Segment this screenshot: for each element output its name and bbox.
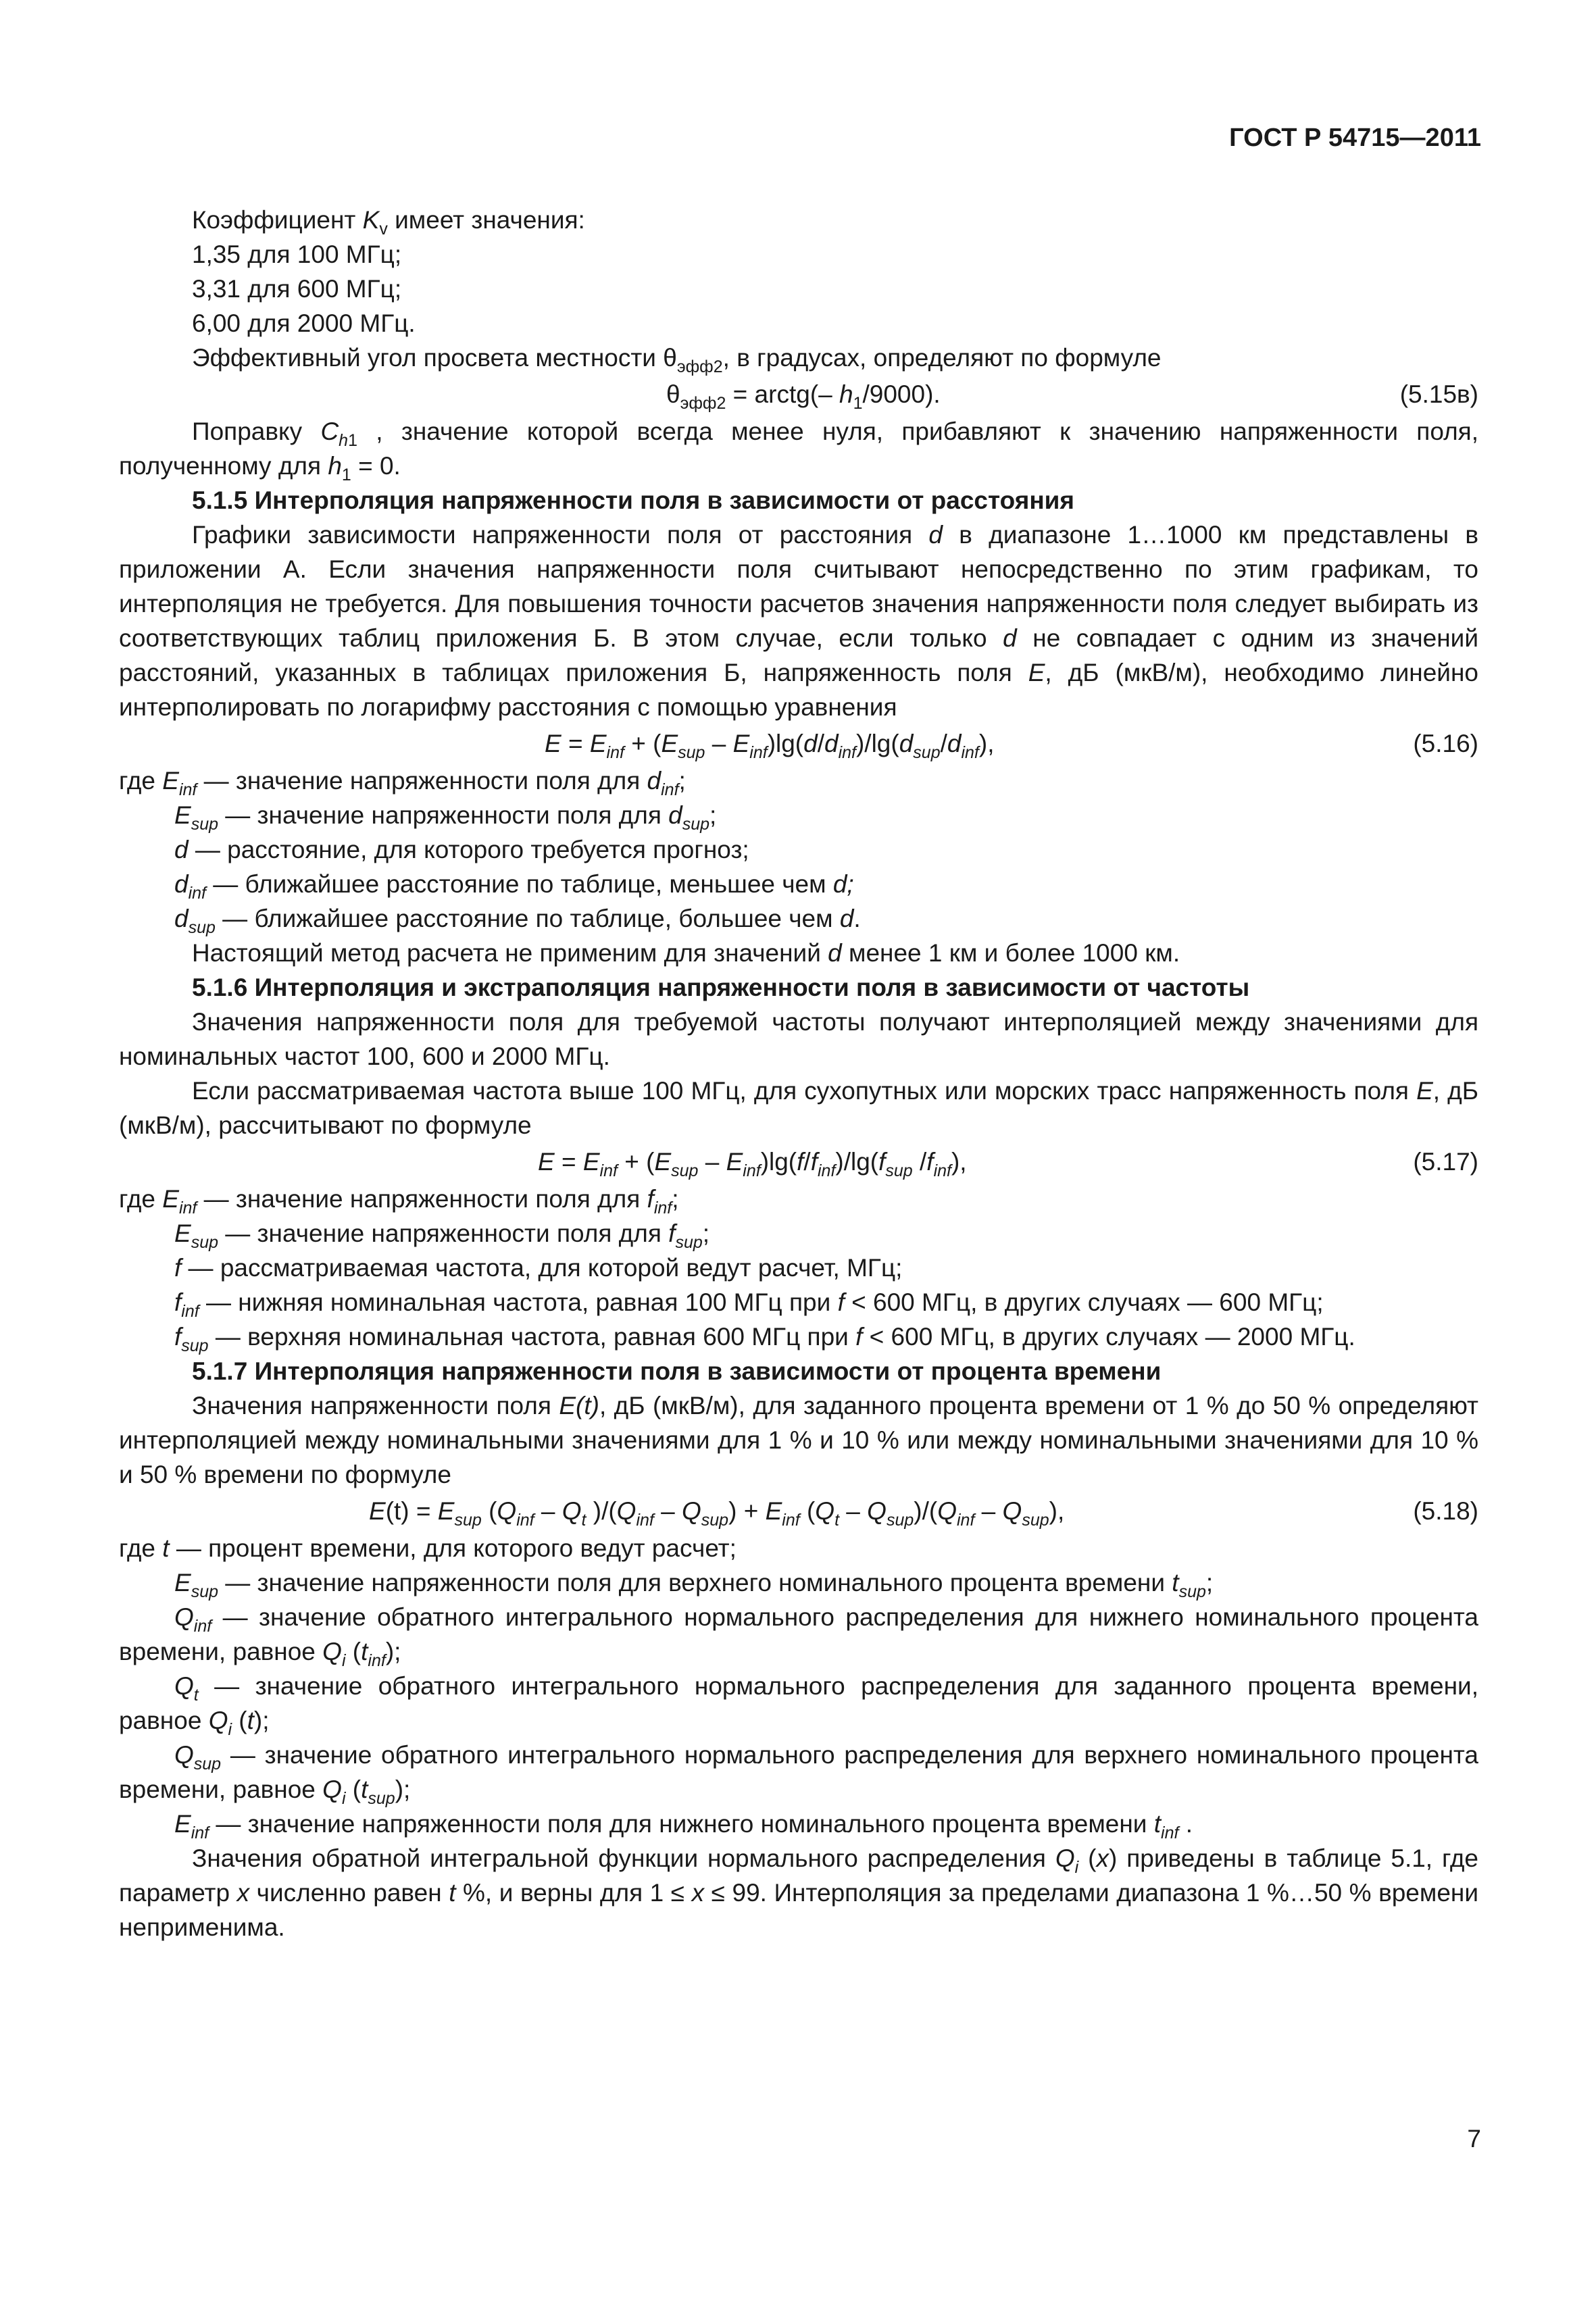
- formula-expression: $E(t) = E_{sup}$ ($Q_{inf} - Q_t$ )$/(Q_{inf} - Q_{sup}) + E_{inf}$ $(Q_t - Q_{sup})/(Q_{inf} - Q_{sup})$,: [369, 1497, 1065, 1530]
- page-number: 7: [1467, 2125, 1481, 2153]
- section-heading-5-1-5: 5.1.5 Интерполяция напряженности поля в зависимости от расстояния: [192, 486, 1075, 514]
- formula-number: (5.18): [1413, 1497, 1478, 1525]
- formula-expression: $E = E_{inf} + (E_{sup} - E_{inf})\lg(d/d_{inf})/\lg(d_{sup}/d_{inf})$,: [545, 730, 995, 762]
- document-id-header: ГОСТ Р 54715—2011: [1229, 124, 1481, 152]
- kv-intro: Коэффициент $K_v$ имеет значения:: [192, 206, 585, 238]
- definition-item: $E_{inf}$ — значение напряженности поля для нижнего номинального процента времени $t_{inf}$ .: [174, 1810, 1193, 1842]
- formula-5-15v: [119, 375, 1478, 414]
- formula-5-16: [119, 724, 1478, 763]
- section-heading-5-1-6: 5.1.6 Интерполяция и экстраполяция напряженности поля в зависимости от частоты: [192, 974, 1250, 1001]
- definition-item: где $E_{inf}$ — значение напряженности поля для $d_{inf}$;: [119, 767, 686, 799]
- formula-expression: $E = E_{inf} + (E_{sup} - E_{inf})\lg(f/f_{inf})/\lg(f_{sup}$ $/f_{inf}$),: [538, 1148, 967, 1180]
- definition-item: где t — процент времени, для которого ведут расчет;: [119, 1534, 737, 1562]
- kv-value: 1,35 для 100 МГц;: [192, 241, 402, 268]
- document-body: [119, 203, 1478, 1944]
- formula-number: (5.17): [1413, 1148, 1478, 1176]
- section-5-1-5-paragraph: Графики зависимости напряженности поля от расстояния d в диапазоне 1…1000 км представлены в приложении А. Если значения напряженности поля считывают непосредственно по этим графикам, то интерполяция не требуется. Для повышения точности расчетов значения напряженности поля следует выбирать из соответствующих таблиц приложения Б. В этом случае, если только d не совпадает с одним из значений расстояний, указанных в таблицах приложения Б, напряженность поля E, дБ (мкВ/м), необходимо линейно интерполировать по логарифму расстояния с помощью уравнения: [119, 521, 1478, 721]
- definition-item: $Q_{sup}$ — значение обратного интегрального нормального распределения для верхнего номинального процента времени, равное $Q_i$ $(t_{sup})$;: [119, 1741, 1478, 1808]
- definition-item: $E_{sup}$ — значение напряженности поля для $d_{sup}$;: [174, 801, 717, 834]
- section-5-1-7-paragraph: Значения напряженности поля E(t), дБ (мкВ/м), для заданного процента времени от 1 % до 50 % определяют интерполяцией между номинальными значениями для 1 % и 10 % или между номинальными значениями для 10 % и 50 % времени по формуле: [119, 1392, 1478, 1488]
- definition-item: где $E_{inf}$ — значение напряженности поля для $f_{inf}$;: [119, 1185, 679, 1217]
- section-5-1-7-paragraph: Значения обратной интегральной функции нормального распределения $Q_i$ (x) приведены в таблице 5.1, где параметр x численно равен t %, и верны для 1 ≤ x ≤ 99. Интерполяция за пределами диапазона 1 %…50 % времени неприменима.: [119, 1844, 1479, 1941]
- method-limit-paragraph: Настоящий метод расчета не применим для значений d менее 1 км и более 1000 км.: [192, 939, 1180, 967]
- formula-expression: $\theta_{эфф2}$ = arctg(– $h_1/9000$).: [666, 380, 941, 413]
- kv-value: 3,31 для 600 МГц;: [192, 275, 402, 303]
- definition-item: f — рассматриваемая частота, для которой ведут расчет, МГц;: [174, 1254, 903, 1282]
- section-5-1-6-paragraph: Если рассматриваемая частота выше 100 МГц, для сухопутных или морских трасс напряженность поля E, дБ (мкВ/м), рассчитывают по формуле: [119, 1077, 1478, 1139]
- definition-item: $d_{sup}$ — ближайшее расстояние по таблице, большее чем d.: [174, 905, 861, 937]
- definition-item: $Q_{inf}$ — значение обратного интегрального нормального распределения для нижнего номинального процента времени, равное $Q_i$ $(t_{inf})$;: [119, 1603, 1478, 1670]
- definition-item: $f_{sup}$ — верхняя номинальная частота, равная 600 МГц при f < 600 МГц, в других случаях — 2000 МГц.: [174, 1323, 1355, 1355]
- definition-item: $f_{inf}$ — нижняя номинальная частота, равная 100 МГц при f < 600 МГц, в других случаях — 600 МГц;: [174, 1288, 1324, 1321]
- kv-value: 6,00 для 2000 МГц.: [192, 309, 416, 337]
- section-heading-5-1-7: 5.1.7 Интерполяция напряженности поля в зависимости от процента времени: [192, 1357, 1162, 1385]
- definition-item: $E_{sup}$ — значение напряженности поля для верхнего номинального процента времени $t_{sup}$;: [174, 1569, 1214, 1601]
- formula-5-17: [119, 1142, 1478, 1182]
- section-5-1-6-paragraph: Значения напряженности поля для требуемой частоты получают интерполяцией между значениями для номинальных частот 100, 600 и 2000 МГц.: [119, 1008, 1478, 1070]
- definition-item: $Q_t$ — значение обратного интегрального нормального распределения для заданного процента времени, равное $Q_i$ (t);: [119, 1672, 1478, 1739]
- formula-number: (5.16): [1413, 730, 1478, 757]
- correction-paragraph: Поправку $C_{h1}$ , значение которой всегда менее нуля, прибавляют к значению напряженности поля, полученному для $h_1 = 0$.: [119, 418, 1478, 484]
- definition-item: $d_{inf}$ — ближайшее расстояние по таблице, меньшее чем d;: [174, 870, 854, 903]
- definition-item: $E_{sup}$ — значение напряженности поля для $f_{sup}$;: [174, 1219, 710, 1252]
- formula-number: (5.15в): [1399, 380, 1478, 408]
- definition-item: d — расстояние, для которого требуется прогноз;: [174, 836, 749, 863]
- formula-5-18: [119, 1492, 1478, 1531]
- theta-text: Эффективный угол просвета местности $\theta_{эфф2}$, в градусах, определяют по формуле: [192, 344, 1162, 376]
